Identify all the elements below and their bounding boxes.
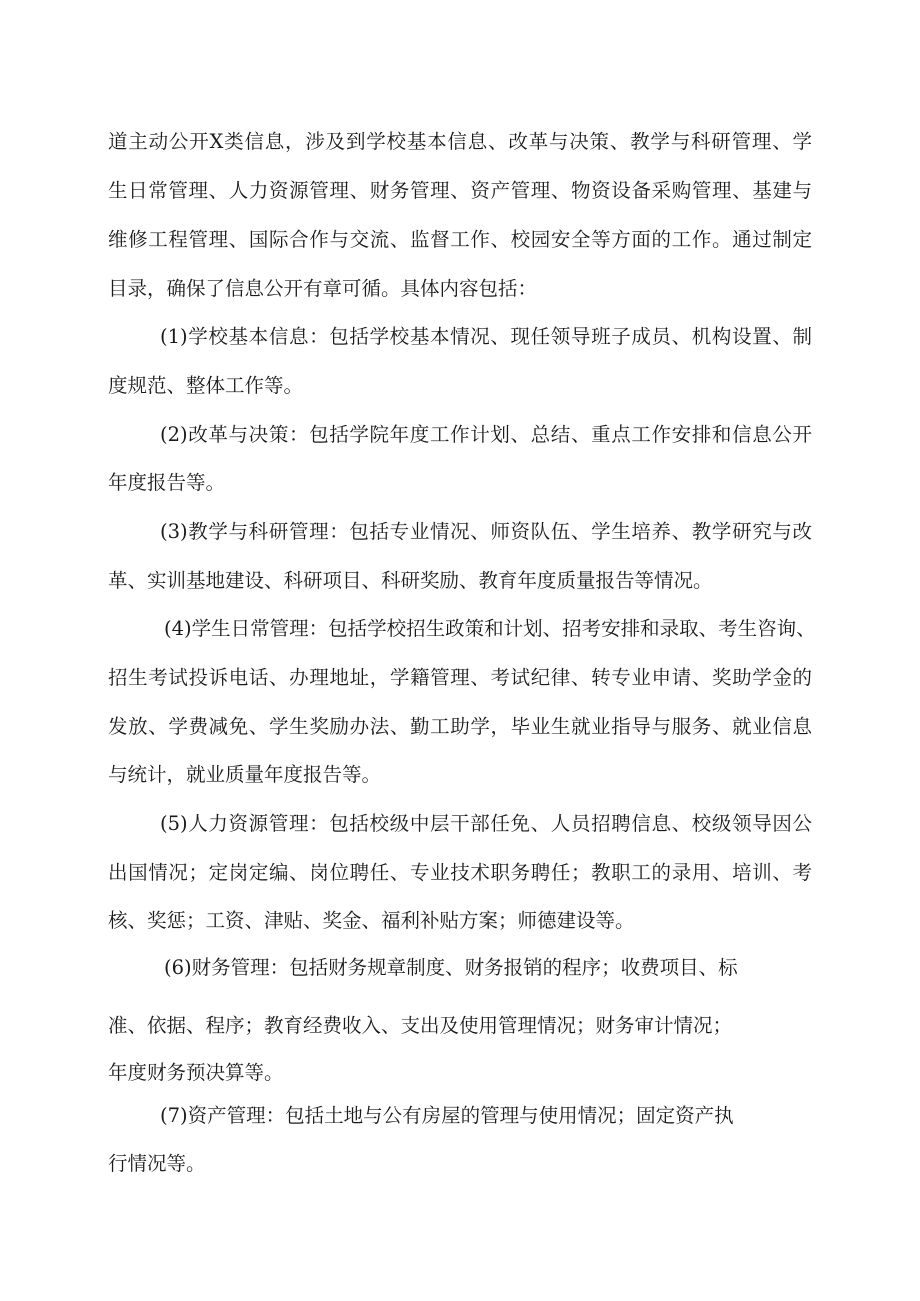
item-4-line: (4)学生日常管理：包括学校招生政策和计划、招考安排和录取、考生咨询、 [164,617,816,640]
paragraph-line: 道主动公开X类信息，涉及到学校基本信息、改革与决策、教学与科研管理、学 [108,130,812,153]
item-6-line: 年度财务预决算等。 [108,1061,284,1084]
item-1-line: 度规范、整体工作等。 [108,374,304,397]
item-7-line: (7)资产管理：包括土地与公有房屋的管理与使用情况；固定资产执 [160,1104,734,1127]
item-1-line: (1)学校基本信息：包括学校基本情况、现任领导班子成员、机构设置、制 [160,325,812,348]
item-6-line: (6)财务管理：包括财务规章制度、财务报销的程序；收费项目、标 [164,956,738,979]
paragraph-line: 目录，确保了信息公开有章可循。具体内容包括： [108,277,538,300]
item-4-line: 与统计，就业质量年度报告等。 [108,763,382,786]
item-7-line: 行情况等。 [108,1152,206,1175]
paragraph-line: 维修工程管理、国际合作与交流、监督工作、校园安全等方面的工作。通过制定 [108,228,812,251]
item-5-line: 核、奖惩；工资、津贴、奖金、福利补贴方案；师德建设等。 [108,909,635,932]
item-5-line: (5)人力资源管理：包括校级中层干部任免、人员招聘信息、校级领导因公 [160,812,812,835]
item-3-line: 革、实训基地建设、科研项目、科研奖励、教育年度质量报告等情况。 [108,569,713,592]
item-4-line: 招生考试投诉电话、办理地址，学籍管理、考试纪律、转专业申请、奖助学金的 [108,666,812,689]
item-5-line: 出国情况；定岗定编、岗位聘任、专业技术职务聘任；教职工的录用、培训、考 [108,861,812,884]
item-3-line: (3)教学与科研管理：包括专业情况、师资队伍、学生培养、教学研究与改 [160,520,812,543]
item-2-line: (2)改革与决策：包括学院年度工作计划、总结、重点工作安排和信息公开 [160,423,812,446]
item-2-line: 年度报告等。 [108,471,226,494]
item-6-line: 准、依据、程序；教育经费收入、支出及使用管理情况；财务审计情况； [108,1014,733,1037]
item-4-line: 发放、学费减免、学生奖励办法、勤工助学，毕业生就业指导与服务、就业信息 [108,715,812,738]
paragraph-line: 生日常管理、人力资源管理、财务管理、资产管理、物资设备采购管理、基建与 [108,179,812,202]
